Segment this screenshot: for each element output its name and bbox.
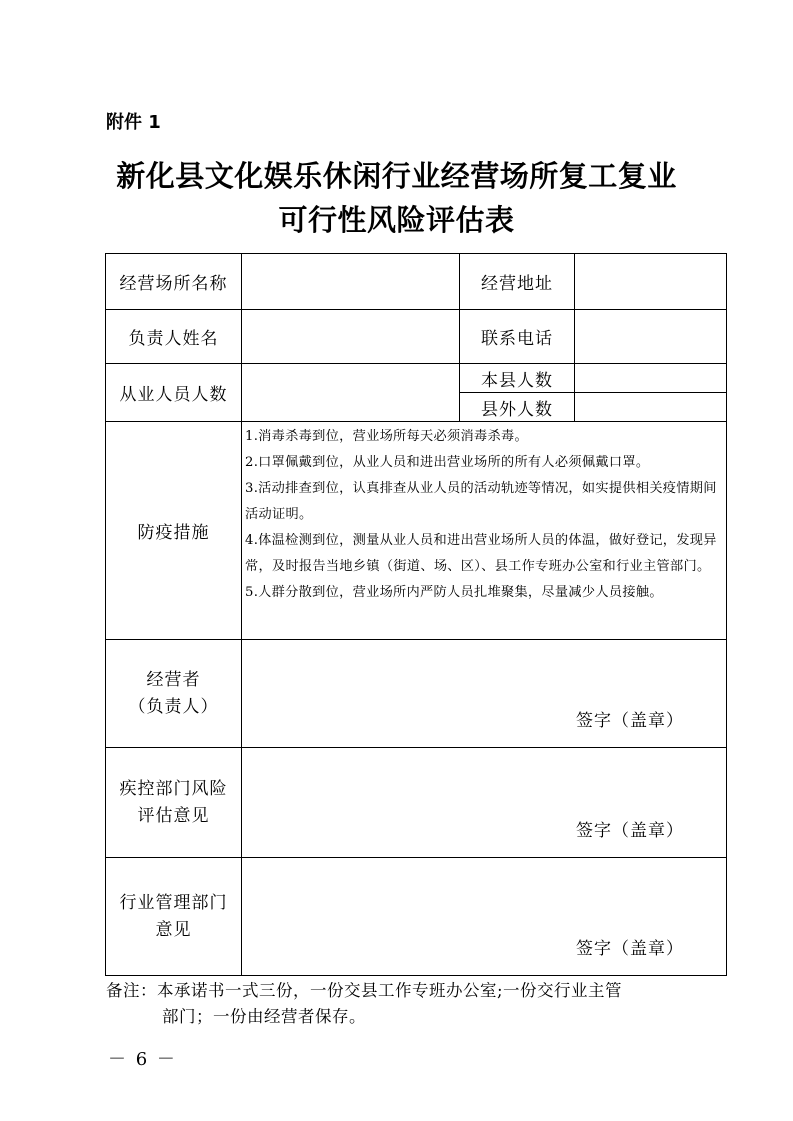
- document-title-line1: 新化县文化娱乐休闲行业经营场所复工复业: [116, 159, 677, 193]
- local-count-label: 本县人数: [460, 364, 575, 393]
- nonlocal-count-label: 县外人数: [460, 393, 575, 422]
- measure-item: 5.人群分散到位，营业场所内严防人员扎堆聚集，尽量减少人员接触。: [245, 585, 663, 600]
- cdc-label: [106, 748, 242, 858]
- measure-item: 1.消毒杀毒到位，营业场所每天必须消毒杀毒。: [245, 429, 528, 444]
- footnote-line2: 部门；一份由经营者保存。: [162, 1007, 366, 1026]
- footnote: [106, 978, 622, 1030]
- phone-label: 联系电话: [460, 310, 575, 364]
- person-in-charge-field[interactable]: [242, 310, 460, 364]
- person-in-charge-label: 负责人姓名: [106, 310, 242, 364]
- local-count-field[interactable]: [575, 364, 727, 393]
- cdc-opinion-field[interactable]: [242, 748, 727, 858]
- measures-list: [242, 422, 727, 640]
- table-row: [106, 640, 727, 748]
- industry-opinion-field[interactable]: [242, 858, 727, 976]
- cdc-label-line1: 疾控部门风险: [119, 778, 228, 799]
- cdc-label-line2: 评估意见: [137, 805, 210, 826]
- measures-label: 防疫措施: [106, 422, 242, 640]
- measure-item: 2.口罩佩戴到位，从业人员和进出营业场所的所有人必须佩戴口罩。: [245, 455, 650, 470]
- industry-label-line2: 意见: [155, 919, 192, 940]
- risk-assessment-table: [105, 253, 727, 976]
- operator-sign-field[interactable]: [242, 640, 727, 748]
- document-title-line2: 可行性风险评估表: [278, 203, 515, 237]
- measure-item: 4.体温检测到位，测量从业人员和进出营业场所人员的体温，做好登记，发现异常，及时报告当地乡镇（街道、场、区）、县工作专班办公室和行业主管部门。: [245, 533, 717, 574]
- table-row: [106, 254, 727, 310]
- footnote-line1: 备注：本承诺书一式三份，一份交县工作专班办公室;一份交行业主管: [106, 981, 623, 1000]
- venue-name-field[interactable]: [242, 254, 460, 310]
- venue-address-field[interactable]: [575, 254, 727, 310]
- industry-label: [106, 858, 242, 976]
- venue-name-label: 经营场所名称: [106, 254, 242, 310]
- industry-sign-text: 签字（盖章）: [576, 939, 684, 959]
- page-number: － 6 －: [108, 1049, 177, 1070]
- industry-label-line1: 行业管理部门: [119, 892, 228, 913]
- venue-address-label: 经营地址: [460, 254, 575, 310]
- table-row: [106, 364, 727, 393]
- operator-label: [106, 640, 242, 748]
- nonlocal-count-field[interactable]: [575, 393, 727, 422]
- phone-field[interactable]: [575, 310, 727, 364]
- table-row: [106, 858, 727, 976]
- staff-count-field[interactable]: [242, 364, 460, 422]
- table-row: [106, 310, 727, 364]
- operator-label-line1: 经营者: [146, 669, 201, 690]
- operator-sign-text: 签字（盖章）: [576, 711, 684, 731]
- table-row: [106, 422, 727, 640]
- operator-label-line2: （负责人）: [128, 696, 219, 717]
- measure-item: 3.活动排查到位，认真排查从业人员的活动轨迹等情况，如实提供相关疫情期间活动证明。: [245, 481, 717, 522]
- table-row: [106, 748, 727, 858]
- attachment-label: 附件 1: [106, 112, 161, 133]
- staff-count-label: 从业人员人数: [106, 364, 242, 422]
- cdc-sign-text: 签字（盖章）: [576, 821, 684, 841]
